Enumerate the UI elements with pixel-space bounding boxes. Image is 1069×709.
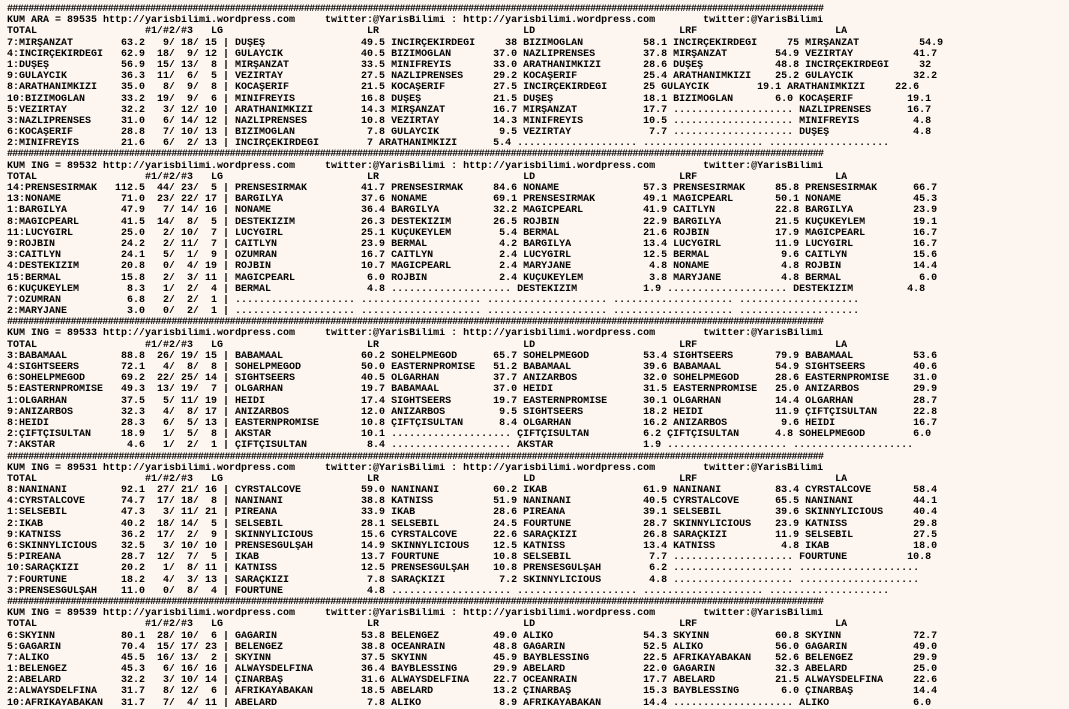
horse-row: 8:ARATHANIMKIZI 35.0 8/ 9/ 8 | KOCAŞERİF 21.5 KOCAŞERİF 27.5 İNCİRÇEKİRDEĞİ 25 GÜLAYCIK 19.1 ARATHANIMKIZI 22.6 — [7, 82, 920, 94]
horse-row: 9:ROJBIN 24.2 2/ 11/ 7 | CAITLYN 23.9 BERMAL 4.2 BARGILYA 13.4 LUCYGIRL 11.9 LUCYGIRL 16.7 — [7, 238, 938, 250]
horse-row: 7:ALİKO 45.5 16/ 13/ 2 | SKYINN 37.5 SKYINN 45.9 BAYBLESSING 22.5 AFRİKAYABAKAN 52.6 BELENGEZ 29.9 — [7, 652, 938, 664]
horse-row: 5:EASTERNPROMISE 49.3 13/ 19/ 7 | OLGARHAN 19.7 BABAMAAL 37.0 HEIDI 31.5 EASTERNPROMISE 25.0 ANIZARBOS 29.9 — [7, 384, 938, 396]
horse-row: 15:BERMAL 15.8 2/ 3/ 11 | MAGICPEARL 6.0 ROJBIN 2.4 KÜÇÜKEYLEM 3.8 MARYJANE 4.8 BERMAL 6.0 — [7, 272, 938, 284]
horse-row: 1:SELSEBİL 47.3 3/ 11/ 21 | PİREANA 33.9 İKAB 28.6 PİREANA 39.1 SELSEBİL 39.6 SKINNYLICIOUS 40.4 — [7, 507, 938, 519]
race-header: KUM ING = 89531 http://yarisbilimi.wordpress.com twitter:@YarisBilimi : http://yarisbilimi.wordpress.com twitter:@YarisBilimi — [7, 462, 824, 474]
horse-row: 4:SIGHTSEERS 72.1 4/ 8/ 8 | SOHELPMEGOD 50.0 EASTERNPROMISE 51.2 BABAMAAL 39.6 BABAMAAL 54.9 SIGHTSEERS 40.6 — [7, 362, 938, 373]
horse-row: 2:İKAB 40.2 18/ 14/ 5 | SELSEBİL 28.1 SELSEBİL 24.5 FOURTUNE 28.7 SKINNYLICIOUS 23.9 KATNISS 29.8 — [7, 518, 938, 530]
horse-row: 11:LUCYGIRL 25.0 2/ 10/ 7 | LUCYGIRL 25.1 KÜÇÜKEYLEM 5.4 BERMAL 21.6 ROJBIN 17.9 MAGICPEARL 16.7 — [7, 227, 938, 239]
horse-row: 2:ÇİFTÇİSULTAN 18.9 1/ 5/ 8 | AKSTAR 10.1 .................... ÇİFTÇİSULTAN 6.2 ÇİFTÇİSULTAN 4.8 SOHELPMEGOD 6.0 — [7, 429, 932, 441]
horse-row: 8:HEIDI 28.3 6/ 5/ 13 | EASTERNPROMISE 10.8 ÇİFTÇİSULTAN 8.4 OLGARHAN 16.2 ANIZARBOS 9.6 HEIDI 16.7 — [7, 417, 938, 429]
separator-line: ########################################################################################################################################################## — [7, 149, 824, 161]
race-header: KUM ING = 89539 http://yarisbilimi.wordpress.com twitter:@YarisBilimi : http://yarisbilimi.wordpress.com twitter:@YarisBilimi — [7, 608, 824, 620]
horse-row: 6:SOHELPMEGOD 69.2 22/ 25/ 14 | SIGHTSEERS 40.5 OLGARHAN 37.7 ANIZARBOS 32.0 SOHELPMEGOD 28.6 EASTERNPROMISE 31.0 — [7, 373, 938, 385]
horse-row: 2:ABELARD 32.2 3/ 10/ 14 | ÇINARBAŞ 31.6 ALWAYSDELFINA 22.7 OCEANRAIN 17.7 ABELARD 21.5 ALWAYSDELFINA 22.6 — [7, 675, 938, 687]
horse-row: 10:BİZİMOĞLAN 33.2 19/ 9/ 6 | MİNİFREYİS 16.8 DÜŞEŞ 21.5 DÜŞEŞ 18.1 BİZİMOĞLAN 6.0 KOCAŞERİF 19.1 — [7, 93, 932, 105]
horse-row: 7:ÖZÜMRAN 6.8 2/ 2/ 1 | .................... .................... .................... .................... .................... — [7, 294, 860, 306]
horse-row: 6:KOCAŞERİF 28.8 7/ 10/ 13 | BİZİMOĞLAN 7.8 GÜLAYCIK 9.5 VEZİRTAY 7.7 .................... DÜŞEŞ 4.8 — [7, 127, 932, 139]
horse-row: 5:VEZİRTAY 32.2 3/ 12/ 10 | ARATHANIMKIZI 14.3 MİRŞANZAT 16.7 MİRŞANZAT 17.7 .................... NAZLIPRENSES 16.7 — [7, 104, 932, 116]
horse-row: 4:CYRSTALCOVE 74.7 17/ 18/ 8 | NANİNANİ 38.8 KATNISS 51.9 NANİNANİ 40.5 CYRSTALCOVE 65.5 NANİNANİ 44.1 — [7, 496, 938, 508]
column-headers: TOTAL #1/#2/#3 LG LR LD LRF LA — [7, 619, 848, 631]
column-headers: TOTAL #1/#2/#3 LG LR LD LRF LA — [7, 26, 848, 38]
race-header: KUM ARA = 89535 http://yarisbilimi.wordpress.com twitter:@YarisBilimi : http://yarisbilimi.wordpress.com twitter:@YarisBilimi — [7, 15, 824, 27]
horse-row: 3:PRENSESGÜLŞAH 11.0 0/ 8/ 4 | FOURTUNE 4.8 .................... .................... .................... .................... — [7, 585, 890, 597]
horse-row: 8:MAGICPEARL 41.5 14/ 8/ 5 | DESTEKIZIM 26.3 DESTEKIZIM 26.5 ROJBIN 22.9 BARGILYA 21.5 KÜÇÜKEYLEM 19.1 — [7, 216, 938, 228]
horse-row: 1:DÜŞEŞ 56.9 15/ 13/ 8 | MİRŞANZAT 33.5 MİNİFREYİS 33.0 ARATHANIMKIZI 28.6 DÜŞEŞ 48.8 İNCİRÇEKİRDEĞİ 32 — [7, 59, 932, 71]
column-headers: TOTAL #1/#2/#3 LG LR LD LRF LA — [7, 171, 848, 183]
horse-row: 3:CAITLYN 24.1 5/ 1/ 9 | ÖZÜMRAN 16.7 CAITLYN 2.4 LUCYGIRL 12.5 BERMAL 9.6 CAITLYN 15.6 — [7, 250, 938, 262]
horse-row: 7:MİRŞANZAT 63.2 9/ 18/ 15 | DÜŞEŞ 49.5 İNCİRÇEKİRDEĞİ 38 BİZİMOĞLAN 58.1 İNCİRÇEKİRDEĞİ 75 MİRŞANZAT 54.9 — [7, 37, 944, 49]
horse-row: 1:OLGARHAN 37.5 5/ 11/ 19 | HEIDI 17.4 SIGHTSEERS 19.7 EASTERNPROMISE 30.1 OLGARHAN 14.4 OLGARHAN 28.7 — [7, 395, 938, 407]
separator-line: ########################################################################################################################################################## — [7, 451, 824, 463]
horse-row: 4:DESTEKIZIM 20.8 0/ 4/ 19 | ROJBIN 10.7 MAGICPEARL 2.4 MARYJANE 4.8 NONAME 4.8 ROJBIN 14.4 — [7, 261, 938, 273]
race-header: KUM ING = 89533 http://yarisbilimi.wordpress.com twitter:@YarisBilimi : http://yarisbilimi.wordpress.com twitter:@YarisBilimi — [7, 328, 824, 340]
horse-row: 5:PİREANA 28.7 12/ 7/ 5 | İKAB 13.7 FOURTUNE 10.8 SELSEBİL 7.7 .................... FOURTUNE 10.8 — [7, 552, 932, 564]
horse-row: 6:SKINNYLICIOUS 32.5 3/ 10/ 10 | PRENSESGÜLŞAH 14.9 SKINNYLICIOUS 12.5 KATNISS 13.4 KATNISS 4.8 İKAB 18.0 — [7, 541, 938, 552]
column-headers: TOTAL #1/#2/#3 LG LR LD LRF LA — [7, 473, 848, 485]
horse-row: 13:NONAME 71.0 23/ 22/ 17 | BARGILYA 37.6 NONAME 69.1 PRENSESIRMAK 49.1 MAGICPEARL 50.1 NONAME 45.3 — [7, 194, 938, 206]
horse-row: 9:KATNISS 36.2 17/ 2/ 9 | SKINNYLICIOUS 15.6 CYRSTALCOVE 22.6 SARAÇKIZI 26.8 SARAÇKIZI 11.9 SELSEBİL 27.5 — [7, 529, 938, 541]
horse-row: 3:BABAMAAL 88.8 26/ 19/ 15 | BABAMAAL 60.2 SOHELPMEGOD 65.7 SOHELPMEGOD 53.4 SIGHTSEERS 79.9 BABAMAAL 53.6 — [7, 350, 938, 362]
horse-row: 9:GÜLAYCIK 36.3 11/ 6/ 5 | VEZİRTAY 27.5 NAZLIPRENSES 29.2 KOCAŞERİF 25.4 ARATHANIMKIZI 25.2 GÜLAYCIK 32.2 — [7, 71, 938, 83]
horse-row: 8:NANİNANİ 92.1 27/ 21/ 16 | CYRSTALCOVE 59.0 NANİNANİ 60.2 İKAB 61.9 NANİNANİ 83.4 CYRSTALCOVE 58.4 — [7, 485, 938, 497]
horse-row: 4:İNCİRÇEKİRDEĞİ 62.9 18/ 9/ 12 | GÜLAYCIK 40.5 BİZİMOĞLAN 37.0 NAZLIPRENSES 37.8 MİRŞANZAT 54.9 VEZİRTAY 41.7 — [7, 48, 938, 60]
separator-line: ########################################################################################################################################################## — [7, 317, 824, 329]
horse-row: 10:AFRİKAYABAKAN 31.7 7/ 4/ 11 | ABELARD 7.8 ALİKO 8.9 AFRİKAYABAKAN 14.4 .................... ALİKO 6.0 — [7, 697, 932, 709]
horse-row: 1:BELENGEZ 45.3 6/ 16/ 16 | ALWAYSDELFINA 36.4 BAYBLESSING 29.9 ABELARD 22.0 GAGARİN 32.3 ABELARD 25.0 — [7, 664, 938, 676]
horse-row: 6:KÜÇÜKEYLEM 8.3 1/ 2/ 4 | BERMAL 4.8 .................... DESTEKIZIM 1.9 .................... DESTEKIZIM 4.8 — [7, 283, 926, 295]
results-document — [7, 4, 1069, 709]
horse-row: 10:SARAÇKIZI 20.2 1/ 8/ 11 | KATNISS 12.5 PRENSESGÜLŞAH 10.8 PRENSESGÜLŞAH 6.2 .................... .................... — [7, 563, 920, 575]
horse-row: 2:ALWAYSDELFINA 31.7 8/ 12/ 6 | AFRİKAYABAKAN 18.5 ABELARD 13.2 ÇINARBAŞ 15.3 BAYBLESSING 6.0 ÇINARBAŞ 14.4 — [7, 686, 938, 698]
horse-row: 14:PRENSESIRMAK 112.5 44/ 23/ 5 | PRENSESIRMAK 41.7 PRENSESIRMAK 84.6 NONAME 57.3 PRENSESIRMAK 85.8 PRENSESIRMAK 66.7 — [7, 183, 938, 194]
race-header: KUM ING = 89532 http://yarisbilimi.wordpress.com twitter:@YarisBilimi : http://yarisbilimi.wordpress.com twitter:@YarisBilimi — [7, 160, 824, 172]
horse-row: 1:BARGILYA 47.9 7/ 14/ 16 | NONAME 36.4 BARGILYA 32.2 MAGICPEARL 41.9 CAITLYN 22.8 BARGILYA 23.9 — [7, 205, 938, 217]
separator-line: ########################################################################################################################################################## — [7, 4, 824, 15]
separator-line: ########################################################################################################################################################## — [7, 596, 824, 608]
horse-row: 6:SKYINN 80.1 28/ 10/ 6 | GAGARİN 53.8 BELENGEZ 49.0 ALİKO 54.3 SKYINN 60.8 SKYINN 72.7 — [7, 630, 938, 642]
horse-row: 7:FOURTUNE 18.2 4/ 3/ 13 | SARAÇKIZI 7.8 SARAÇKIZI 7.2 SKINNYLICIOUS 4.8 .................... .................... — [7, 574, 920, 586]
horse-row: 2:MARYJANE 3.0 0/ 2/ 1 | .................... .................... .................... .................... .................... — [7, 306, 860, 318]
horse-row: 3:NAZLIPRENSES 31.0 6/ 14/ 12 | NAZLIPRENSES 10.8 VEZİRTAY 14.3 MİNİFREYİS 10.5 .................... MİNİFREYİS 4.8 — [7, 115, 932, 127]
column-headers: TOTAL #1/#2/#3 LG LR LD LRF LA — [7, 339, 848, 351]
horse-row: 7:AKSTAR 4.6 1/ 2/ 1 | ÇİFTÇİSULTAN 8.4 .................... AKSTAR 1.9 .................... .................... — [7, 440, 914, 452]
horse-row: 9:ANIZARBOS 32.3 4/ 8/ 17 | ANIZARBOS 12.0 ANIZARBOS 9.5 SIGHTSEERS 18.2 HEIDI 11.9 ÇİFTÇİSULTAN 22.8 — [7, 406, 938, 418]
horse-row: 2:MİNİFREYİS 21.6 6/ 2/ 13 | İNCİRÇEKİRDEĞİ 7 ARATHANIMKIZI 5.4 .................... .................... .................... — [7, 138, 890, 150]
horse-row: 5:GAGARİN 70.4 15/ 17/ 23 | BELENGEZ 38.8 OCEANRAIN 48.8 GAGARİN 52.5 ALİKO 56.0 GAGARİN 49.0 — [7, 641, 938, 653]
